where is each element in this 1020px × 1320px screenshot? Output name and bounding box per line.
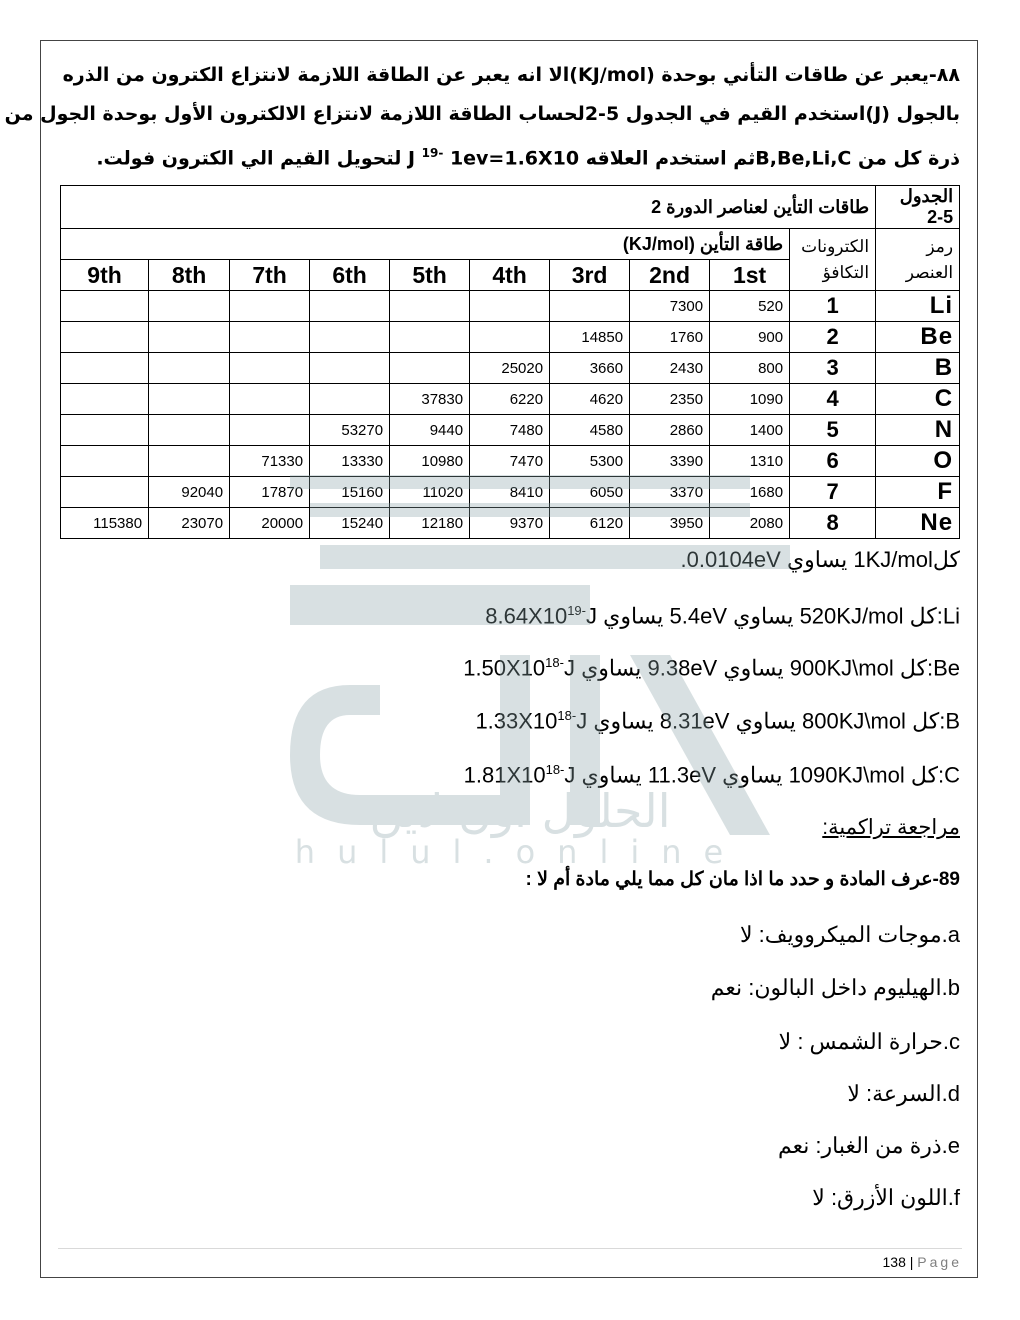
ionization-energy-cell: 1760 <box>630 322 710 353</box>
ordinal-header: 2nd <box>630 260 710 291</box>
exponent: 18- <box>545 655 564 670</box>
ionization-energy-cell: 1400 <box>710 415 790 446</box>
conversion-li-value <box>485 603 586 629</box>
answer-item-c: c.حرارة الشمس : لا <box>778 1029 960 1054</box>
question-89: 89-عرف المادة و حدد ما اذا مان كل مما يلي مادة أم لا : <box>525 869 960 890</box>
column-header-symbol: رمز العنصر <box>876 229 960 291</box>
conversion-b-value <box>475 708 576 734</box>
answer-item-b: b.الهيليوم داخل البالون: نعم <box>710 975 960 1000</box>
ordinal-header: 5th <box>390 260 470 291</box>
valence-electrons: 2 <box>790 322 876 353</box>
ionization-energy-cell <box>310 353 390 384</box>
ionization-energy-cell: 71330 <box>230 446 310 477</box>
table-caption-label: الجدول 5-2 <box>876 186 960 229</box>
ionization-energy-cell: 10980 <box>390 446 470 477</box>
answer-item-f: f.اللون الأزرق: لا <box>812 1185 960 1210</box>
ionization-energy-cell: 6220 <box>470 384 550 415</box>
conversion-li-text: Li:كل 520KJ/mol يساوي 5.4eV يساوي J <box>586 603 960 629</box>
ionization-energy-cell: 3390 <box>630 446 710 477</box>
mantissa: 1.50X10 <box>463 655 546 681</box>
ionization-energy-cell: 4620 <box>550 384 630 415</box>
valence-electrons: 1 <box>790 291 876 322</box>
ionization-energy-cell: 9370 <box>470 508 550 539</box>
ionization-energy-cell <box>230 353 310 384</box>
ionization-energy-cell: 1680 <box>710 477 790 508</box>
ionization-energy-cell: 520 <box>710 291 790 322</box>
ionization-energy-cell: 1310 <box>710 446 790 477</box>
element-symbol: Li <box>876 291 960 322</box>
valence-electrons: 7 <box>790 477 876 508</box>
ionization-energy-cell <box>230 291 310 322</box>
answer-item-a: a.موجات الميكروويف: لا <box>739 922 960 947</box>
element-symbol: F <box>876 477 960 508</box>
column-header-valence: الكترونات التكافؤ <box>790 229 876 291</box>
ionization-energy-cell <box>390 353 470 384</box>
ionization-energy-cell: 17870 <box>230 477 310 508</box>
table-row <box>61 446 960 477</box>
valence-electrons: 4 <box>790 384 876 415</box>
ionization-energy-cell <box>390 291 470 322</box>
exponent: 19- <box>421 146 444 160</box>
ordinal-header: 1st <box>710 260 790 291</box>
question-88-line-3-text: ذرة كل من B,Be,Li,Cثم استخدم العلاقه J <box>407 147 960 170</box>
conversion-be-value <box>463 655 564 681</box>
ionization-energy-cell: 5300 <box>550 446 630 477</box>
ionization-energy-cell: 4580 <box>550 415 630 446</box>
table-caption-title: طاقات التأين لعناصر الدورة 2 <box>61 186 876 229</box>
ionization-energy-cell <box>61 477 149 508</box>
ionization-energy-cell <box>61 384 149 415</box>
conversion-c <box>464 762 960 788</box>
mantissa: 8.64X10 <box>485 603 568 629</box>
table-caption-row <box>61 186 960 229</box>
table-row <box>61 322 960 353</box>
watermark-arabic: الحلول اون لاين <box>369 784 671 838</box>
ionization-energy-cell: 3950 <box>630 508 710 539</box>
ionization-energy-cell <box>149 322 230 353</box>
review-heading: مراجعة تراكمية: <box>822 816 960 839</box>
exponent: 18- <box>545 762 565 777</box>
valence-electrons: 6 <box>790 446 876 477</box>
ionization-energy-cell: 12180 <box>390 508 470 539</box>
ionization-energy-cell <box>470 322 550 353</box>
ionization-energy-cell <box>149 353 230 384</box>
element-symbol: O <box>876 446 960 477</box>
ionization-energy-cell <box>149 415 230 446</box>
ionization-energy-cell <box>61 415 149 446</box>
table-row <box>61 477 960 508</box>
conversion-li <box>485 603 960 629</box>
column-header-energy: طاقة التأين (KJ/mol) <box>61 229 790 260</box>
ionization-energy-cell: 14850 <box>550 322 630 353</box>
ionization-energy-cell <box>149 384 230 415</box>
table-row <box>61 353 960 384</box>
ionization-energy-cell: 900 <box>710 322 790 353</box>
ionization-energy-cell: 2860 <box>630 415 710 446</box>
ionization-energy-cell <box>149 291 230 322</box>
ionization-energy-cell: 2080 <box>710 508 790 539</box>
ionization-energy-cell: 13330 <box>310 446 390 477</box>
ionization-energy-cell <box>310 384 390 415</box>
ionization-energy-cell: 1090 <box>710 384 790 415</box>
conversion-b-text: B:كل 800KJ\mol يساوي 8.31eV يساوي J <box>576 708 960 734</box>
element-symbol: Ne <box>876 508 960 539</box>
table-row <box>61 384 960 415</box>
page-word: Page <box>917 1254 962 1270</box>
ionization-energy-cell: 7480 <box>470 415 550 446</box>
ionization-energy-cell <box>149 446 230 477</box>
element-symbol: Be <box>876 322 960 353</box>
question-88-line-3 <box>62 134 960 178</box>
question-88-line-2: بالجول (J)استخدم القيم في الجدول 5-2لحساب الطاقة اللازمة لانتزاع الالكترون الأول بوحدة الجول من <box>4 103 960 125</box>
ionization-energy-cell <box>550 291 630 322</box>
ordinal-header: 6th <box>310 260 390 291</box>
ionization-energy-cell: 92040 <box>149 477 230 508</box>
ordinal-header: 4th <box>470 260 550 291</box>
ionization-energy-cell <box>310 291 390 322</box>
ionization-energy-cell: 15160 <box>310 477 390 508</box>
ionization-energy-cell: 115380 <box>61 508 149 539</box>
ionization-energy-cell <box>310 322 390 353</box>
answer-item-e: e.ذرة من الغبار: نعم <box>777 1133 960 1158</box>
conversion-c-value <box>464 762 565 788</box>
conversion-b <box>475 708 960 734</box>
question-88-line-1: ٨٨-يعبر عن طاقات التأني بوحدة (KJ/mol)الا انه يعبر عن الطاقة اللازمة لانتزاع الكترون من الذره <box>62 64 960 86</box>
element-symbol: N <box>876 415 960 446</box>
exponent: 19- <box>567 603 586 618</box>
ionization-energy-cell <box>61 291 149 322</box>
ionization-energy-cell <box>230 384 310 415</box>
ionization-energy-cell: 3370 <box>630 477 710 508</box>
ionization-energy-cell <box>61 446 149 477</box>
element-symbol: B <box>876 353 960 384</box>
valence-electrons: 3 <box>790 353 876 384</box>
page-number: 138 <box>882 1254 906 1270</box>
table-row <box>61 508 960 539</box>
conversion-general: كل1KJ/mol يساوي 0.0104eV. <box>680 547 960 572</box>
ionization-energy-cell: 53270 <box>310 415 390 446</box>
ionization-energy-cell: 6120 <box>550 508 630 539</box>
ionization-energy-cell <box>470 291 550 322</box>
page-footer <box>883 1254 962 1270</box>
ionization-energy-cell: 20000 <box>230 508 310 539</box>
ionization-energy-cell: 6050 <box>550 477 630 508</box>
mantissa: 1.81X10 <box>463 762 546 788</box>
ionization-energy-cell: 7300 <box>630 291 710 322</box>
ionization-energy-cell: 800 <box>710 353 790 384</box>
footer-separator: | <box>909 1254 914 1270</box>
table-row <box>61 415 960 446</box>
ionization-energy-cell: 7470 <box>470 446 550 477</box>
ionization-energy-cell: 3660 <box>550 353 630 384</box>
ionization-energy-cell <box>61 322 149 353</box>
ordinal-header: 9th <box>61 260 149 291</box>
valence-electrons: 8 <box>790 508 876 539</box>
watermark-latin: hulul.online <box>294 833 746 871</box>
ionization-energy-cell: 11020 <box>390 477 470 508</box>
ordinal-header: 8th <box>149 260 230 291</box>
ionization-energy-cell <box>390 322 470 353</box>
mantissa: 1.33X10 <box>475 708 558 734</box>
table-header-row <box>61 229 960 260</box>
ionization-energy-cell: 15240 <box>310 508 390 539</box>
ionization-energy-table <box>60 185 960 539</box>
answer-item-d: d.السرعة: لا <box>847 1081 960 1106</box>
ionization-energy-cell <box>230 415 310 446</box>
valence-electrons: 5 <box>790 415 876 446</box>
table-row <box>61 291 960 322</box>
ionization-energy-cell: 25020 <box>470 353 550 384</box>
ionization-energy-cell: 2430 <box>630 353 710 384</box>
question-88-line-3-relation: 1ev=1.6X10 لتحويل القيم الي الكترون فولت. <box>96 147 580 170</box>
footer-divider <box>58 1248 962 1249</box>
element-symbol: C <box>876 384 960 415</box>
ionization-energy-cell <box>230 322 310 353</box>
conversion-c-text: C:كل 1090KJ\mol يساوي 11.3eV يساوي J <box>564 762 960 788</box>
ionization-energy-cell <box>61 353 149 384</box>
question-88 <box>4 56 960 178</box>
ionization-energy-cell: 8410 <box>470 477 550 508</box>
ordinal-header: 3rd <box>550 260 630 291</box>
ionization-energy-cell: 23070 <box>149 508 230 539</box>
ordinal-header: 7th <box>230 260 310 291</box>
conversion-be <box>463 655 960 681</box>
ionization-energy-cell: 2350 <box>630 384 710 415</box>
ionization-energy-cell: 9440 <box>390 415 470 446</box>
conversion-be-text: Be:كل 900KJ\mol يساوي 9.38eV يساوي J <box>563 655 960 681</box>
ionization-energy-cell: 37830 <box>390 384 470 415</box>
exponent: 18- <box>557 708 577 723</box>
